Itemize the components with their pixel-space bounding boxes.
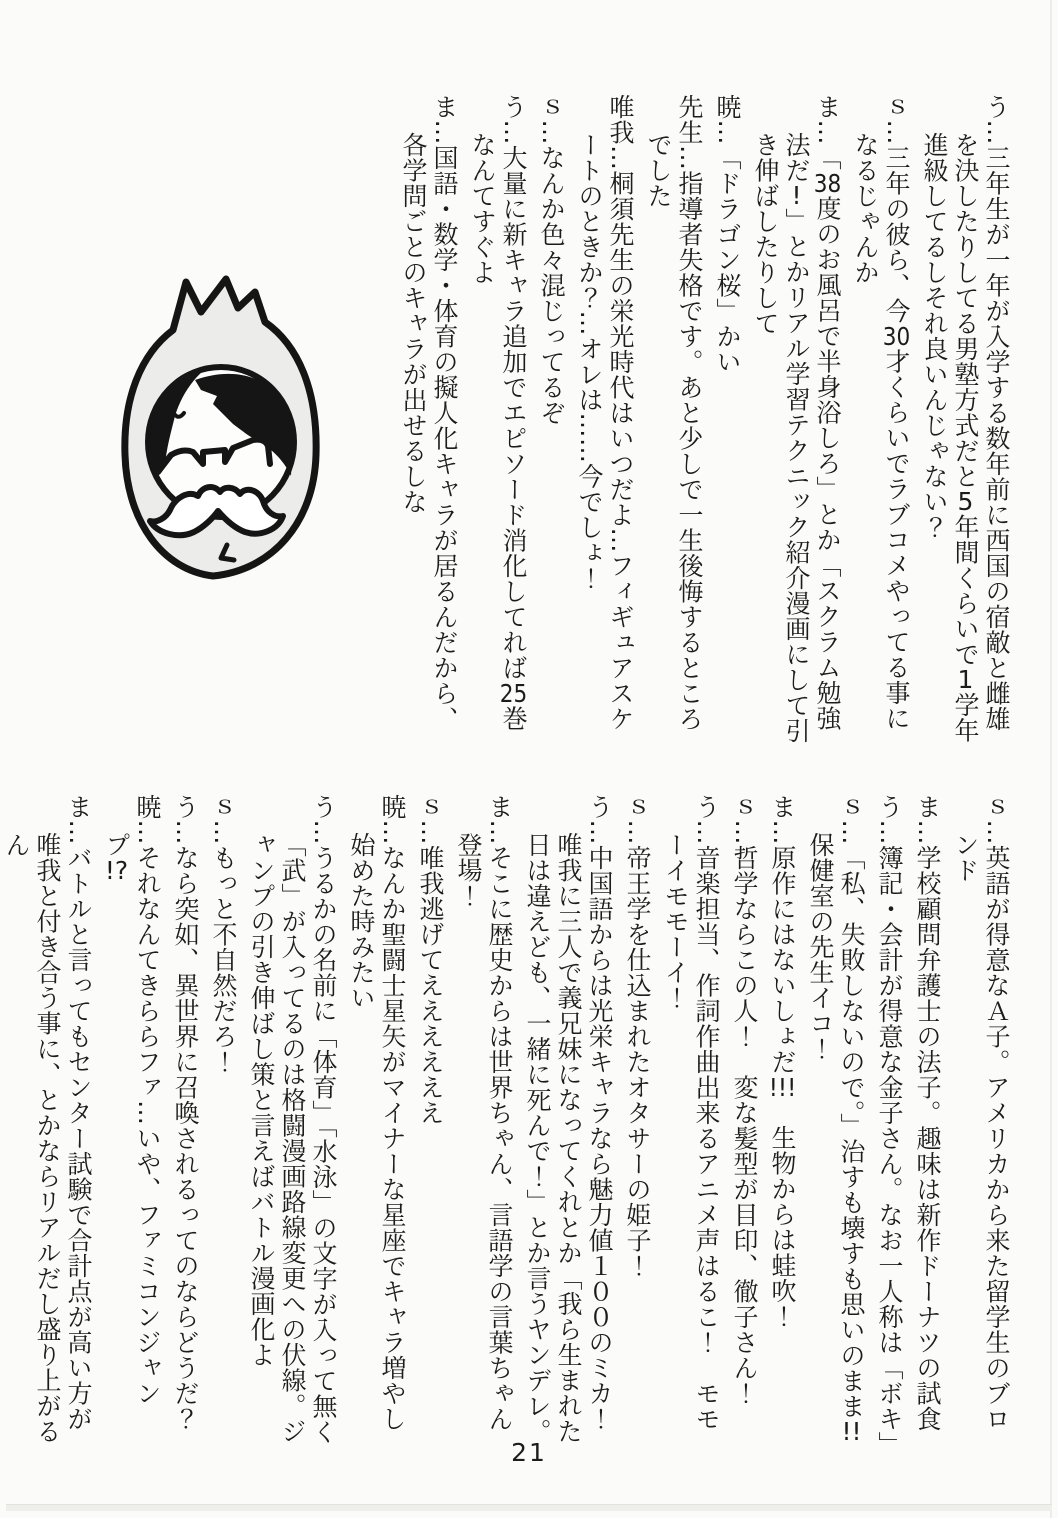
dialogue-line: う…なら突如、異世界に召喚されるってのならどうだ？: [171, 794, 200, 1432]
dialogue-line: う…三年生が一年が入学する数年前に西国の宿敵と雌雄を決したりしてる男塾方式だと5年間くらいで1学年進級してるしそれ良いんじゃない？: [920, 94, 1011, 743]
dialogue-line: 先生…指導者失格です。あと少しで一生後悔するところでした: [644, 94, 704, 732]
dialogue-line: 暁…なんか聖闘士星矢がマイナーな星座でキャラ増やし始めた時みたい: [347, 794, 407, 1432]
dialogue-line: ｓ…哲学ならこの人！ 変な髪型が目印、徹子さん！: [730, 794, 759, 1406]
scan-edge-line: [6, 1504, 1052, 1511]
dialogue-line: う…大量に新キャラ追加でエピソード消化してれば25巻なんてすぐよ: [468, 94, 528, 731]
dialogue-line: ま…原作にはないしょだ!!! 生物からは蛙吹！: [768, 794, 797, 1329]
dialogue-line: ｓ…帝王学を仕込まれたオタサーの姫子！: [623, 794, 652, 1279]
dialogue-line: ま…そこに歴史からは世界ちゃん、言語学の言葉ちゃん登場！: [454, 794, 514, 1432]
dialogue-line: う…音楽担当、作詞作曲出来るアニメ声はるこ！ モモーイモモーイ！: [661, 794, 721, 1432]
dialogue-line: ｓ…三年の彼ら、今30才くらいでラブコメやってる事になるじゃんか: [851, 94, 911, 731]
dialogue-line: 暁…それなんてきららファ…いや、ファミコンジャンプ!?: [102, 794, 162, 1406]
hooded-mustache-face-icon: [113, 250, 331, 582]
scan-edge-line: [1050, 0, 1052, 1518]
dialogue-line: 暁…「ドラゴン桜」かい: [713, 94, 742, 375]
dialogue-line: う…簿記・会計が得意な金子さん。なお一人称は「ボキ」: [875, 794, 904, 1457]
dialogue-line: ま…学校顧問弁護士の法子。趣味は新作ドーナツの試食: [913, 794, 942, 1432]
dialogue-line: ま…「38度のお風呂で半身浴しろ」とか「スクラム勉強法だ!」とかリアル学習テクニック紹介漫画にして引き伸ばしたりして: [751, 94, 842, 744]
character-illustration: [113, 250, 331, 586]
page-number: 21: [511, 1438, 547, 1467]
dialogue-line: ｓ…唯我逃げてええええええ: [416, 794, 445, 1126]
dialogue-line: ｓ…英語が得意なＡ子。アメリカから来た留学生のブロンド: [951, 794, 1011, 1432]
dialogue-line: う…うるかの名前に「体育」「水泳」の文字が入って無く「武」が入ってるのは格闘漫画路線変更への伏線。ジャンプの引き伸ばし策と言えばバトル漫画化よ: [247, 794, 338, 1445]
dialogue-line: 唯我…桐須先生の栄光時代はいつだよ…フィギュアスケートのときか？…オレは……今でしょ！: [575, 94, 635, 732]
dialogue-line: ｓ…「私、失敗しないので。」治すも壊すも思いのまま!! 保健室の先生イコ！: [806, 794, 866, 1470]
dialogue-line: ま…バトルと言ってもセンター試験で合計点が高い方が唯我と付き合う事に、とかならリアルだし盛り上がるん: [2, 794, 93, 1444]
dialogue-section-top: [391, 94, 1012, 750]
dialogue-line: ま…国語・数学・体育の擬人化キャラが居るんだから、各学問ごとのキャラが出せるしな: [399, 94, 459, 732]
dialogue-line: ｓ…なんか色々混じってるぞ: [537, 94, 566, 426]
dialogue-line: う…中国語からは光栄キャラなら魅力値１００のミカ！ 唯我に三人で義兄妹になってくれとか「我ら生まれた日は違えども、一緒に死んで！」とか言うヤンデレ。: [523, 794, 614, 1457]
dialogue-line: ｓ…もっと不自然だろ！: [209, 794, 238, 1075]
